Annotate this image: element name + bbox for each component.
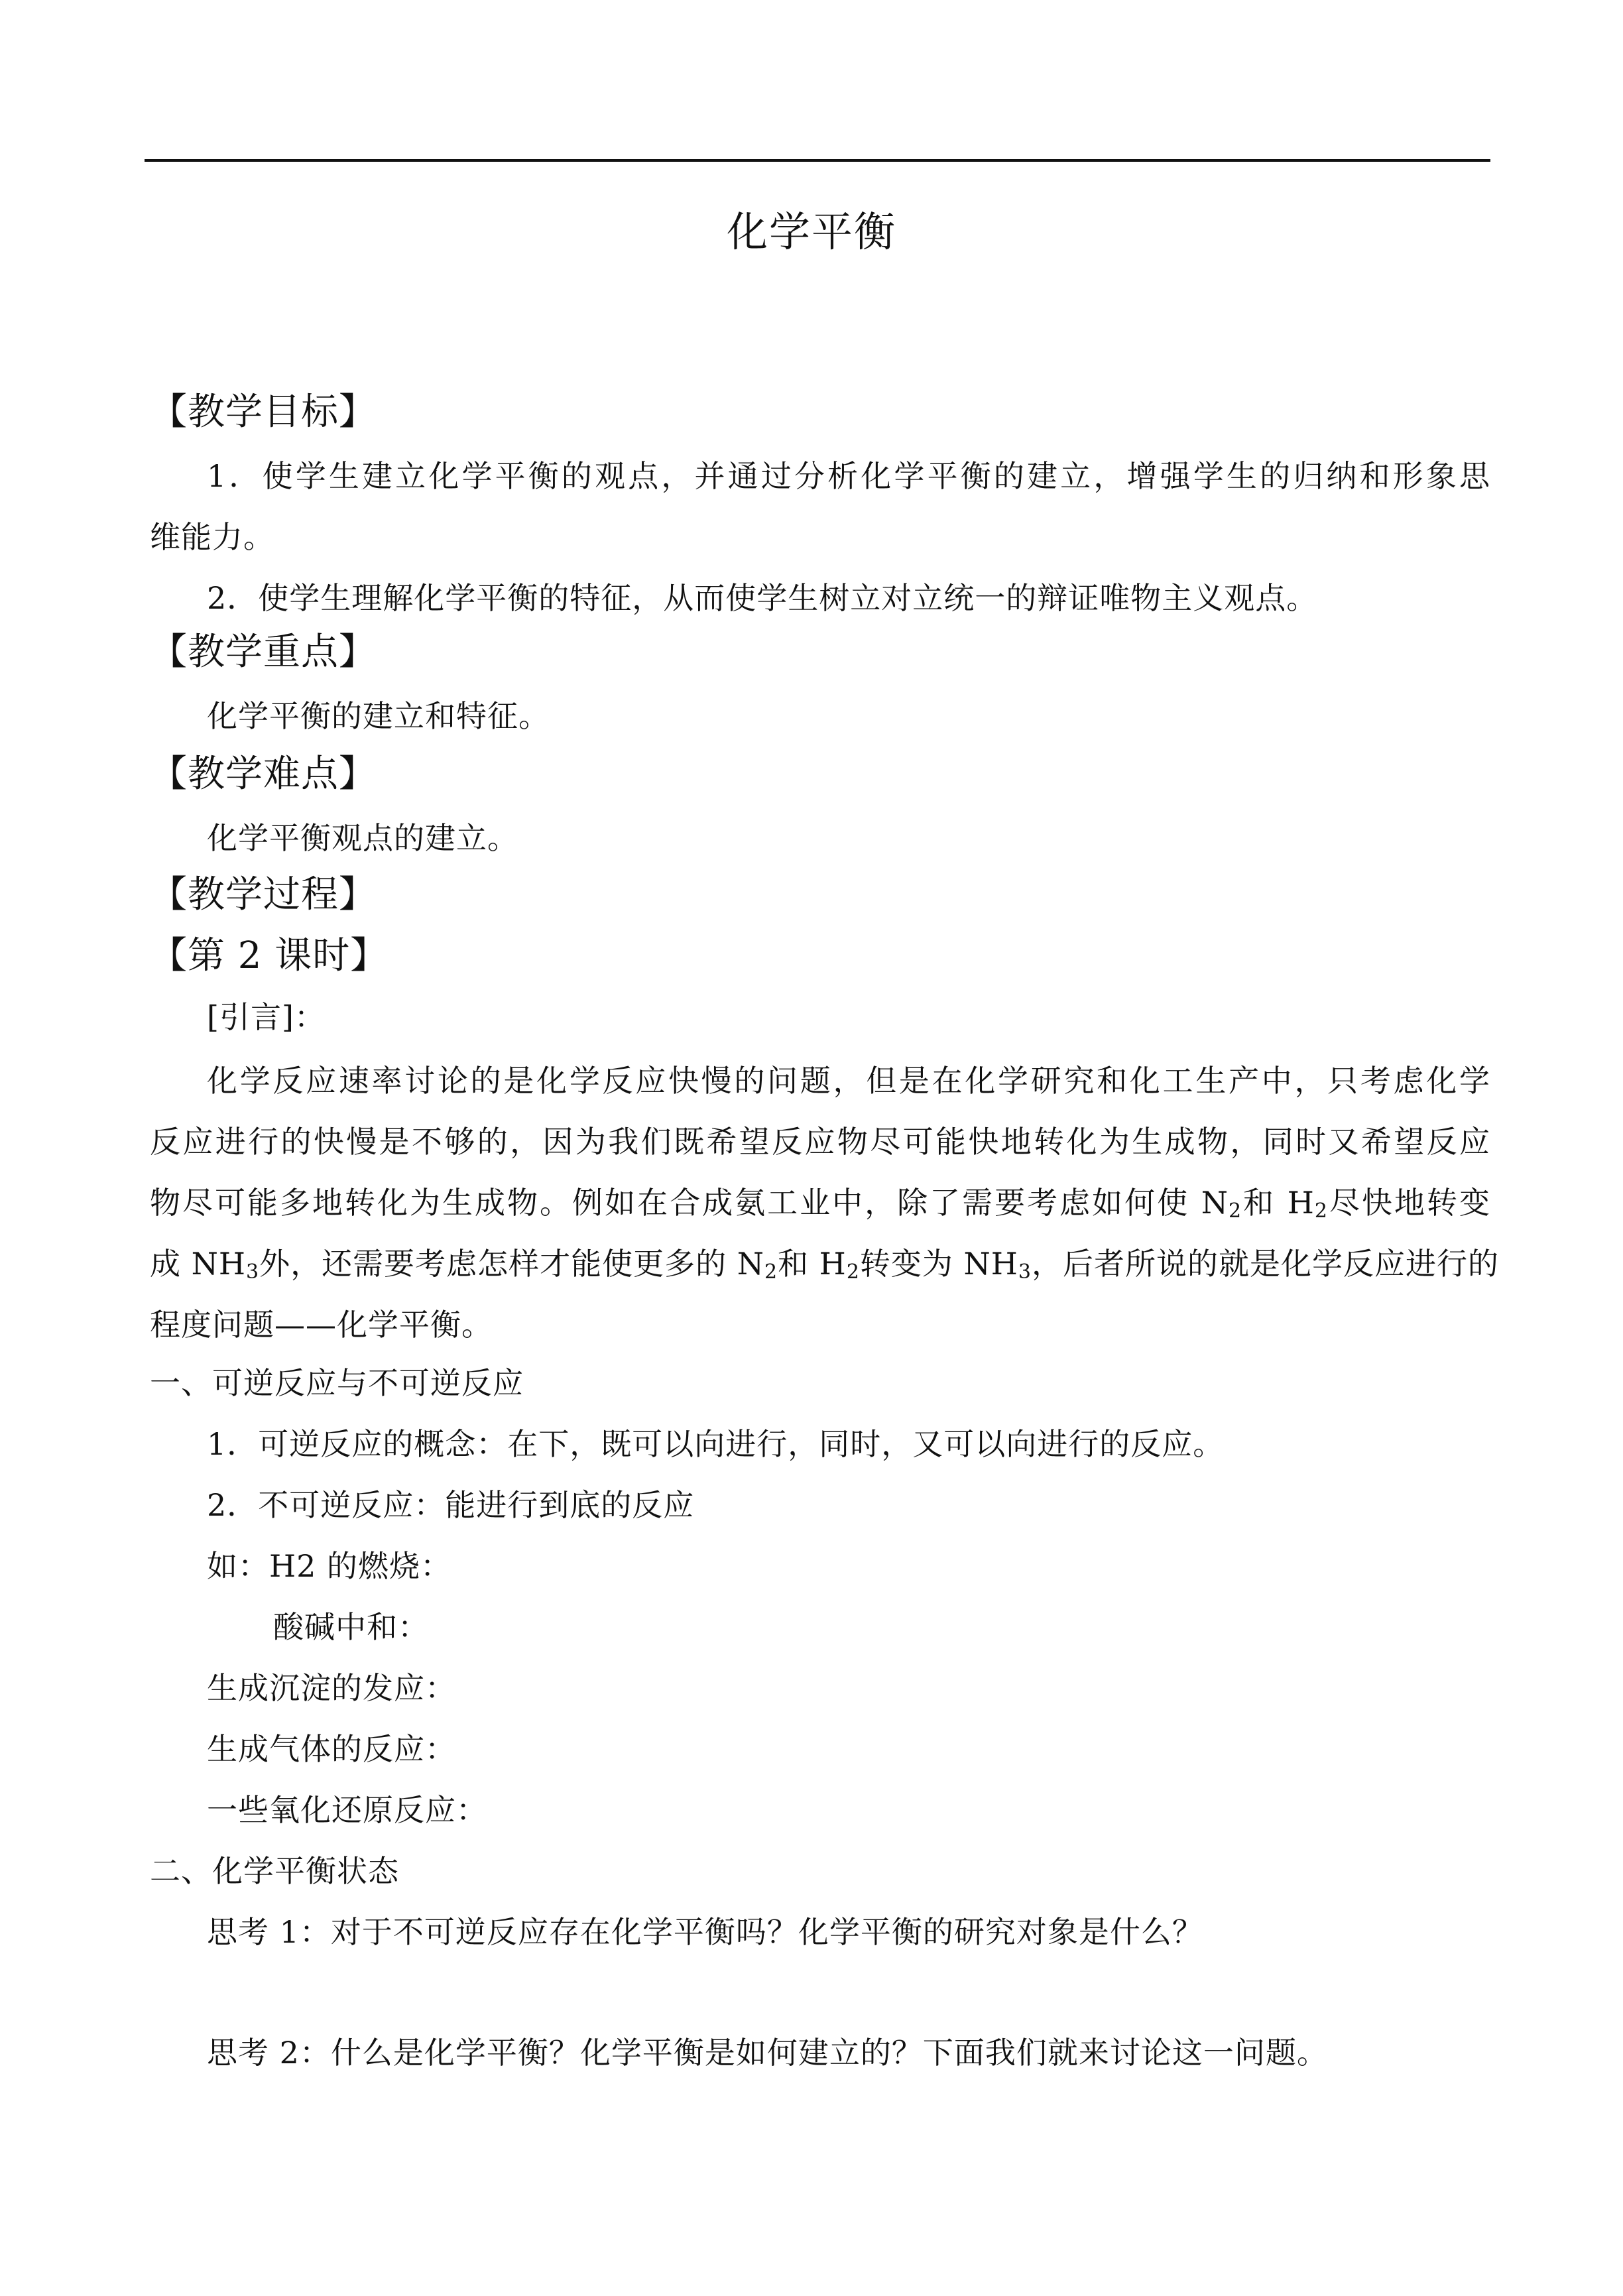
intro-line-4-part-d: 转变为 NH (859, 1246, 1018, 1282)
intro-line-4-part-c: 和 H (778, 1246, 847, 1282)
section-1-heading: 一、可逆反应与不可逆反应 (150, 1365, 524, 1401)
example-precipitate: 生成沉淀的发应： (207, 1670, 456, 1706)
intro-line-5: 程度问题——化学平衡。 (150, 1307, 493, 1343)
example-h2-combustion: 如：H2 的燃烧： (207, 1548, 452, 1584)
think-2: 思考 2：什么是化学平衡？化学平衡是如何建立的？下面我们就来讨论这一问题。 (207, 2035, 1328, 2071)
example-gas: 生成气体的反应： (207, 1731, 456, 1767)
intro-line-4-part-a: 成 NH (150, 1246, 246, 1282)
subscript-2: 2 (1314, 1199, 1328, 1223)
difficulties-text: 化学平衡观点的建立。 (207, 820, 518, 856)
lesson-heading: 【第 2 课时】 (150, 934, 389, 977)
key-points-heading: 【教学重点】 (150, 631, 377, 674)
goals-heading: 【教学目标】 (150, 391, 377, 434)
subscript-2: 2 (846, 1260, 860, 1284)
subscript-2: 2 (1229, 1199, 1242, 1223)
process-heading: 【教学过程】 (150, 873, 377, 916)
goals-item-1-line-1: 1．使学生建立化学平衡的观点，并通过分析化学平衡的建立，增强学生的归纳和形象思 (207, 458, 1490, 494)
intro-line-3-part-b: 和 H (1242, 1185, 1315, 1221)
intro-line-4 (150, 1237, 1499, 1299)
intro-line-3-part-c: 尽快地转变 (1327, 1185, 1491, 1221)
example-acid-base: 酸碱中和： (273, 1609, 429, 1645)
subscript-3: 3 (246, 1260, 260, 1284)
think-1: 思考 1：对于不可逆反应存在化学平衡吗？化学平衡的研究对象是什么？ (207, 1914, 1203, 1950)
intro-line-3 (150, 1176, 1490, 1238)
intro-line-4-part-b: 外，还需要考虑怎样才能使更多的 N (259, 1246, 764, 1282)
key-points-text: 化学平衡的建立和特征。 (207, 698, 550, 734)
intro-label: [引言]： (207, 999, 326, 1035)
goals-item-1-line-2: 维能力。 (150, 519, 274, 555)
section-1-item-2: 2．不可逆反应：能进行到底的反应 (207, 1487, 695, 1523)
difficulties-heading: 【教学难点】 (150, 753, 377, 796)
intro-line-2: 反应进行的快慢是不够的，因为我们既希望反应物尽可能快地转化为生成物，同时又希望反应 (150, 1124, 1490, 1160)
subscript-2: 2 (764, 1260, 778, 1284)
page-title: 化学平衡 (726, 208, 896, 256)
intro-line-3-part-a: 物尽可能多地转化为生成物。例如在合成氨工业中，除了需要考虑如何使 N (150, 1185, 1229, 1221)
goals-item-2: 2．使学生理解化学平衡的特征，从而使学生树立对立统一的辩证唯物主义观点。 (207, 580, 1318, 616)
header-rule (145, 159, 1490, 162)
intro-line-1: 化学反应速率讨论的是化学反应快慢的问题，但是在化学研究和化工生产中，只考虑化学 (207, 1063, 1490, 1099)
subscript-3: 3 (1018, 1260, 1032, 1284)
section-2-heading: 二、化学平衡状态 (150, 1853, 399, 1889)
example-redox: 一些氧化还原反应： (207, 1792, 487, 1828)
intro-line-4-part-e: ，后者所说的就是化学反应进行的 (1032, 1246, 1499, 1282)
section-1-item-1: 1．可逆反应的概念：在下，既可以向进行，同时，又可以向进行的反应。 (207, 1426, 1225, 1462)
